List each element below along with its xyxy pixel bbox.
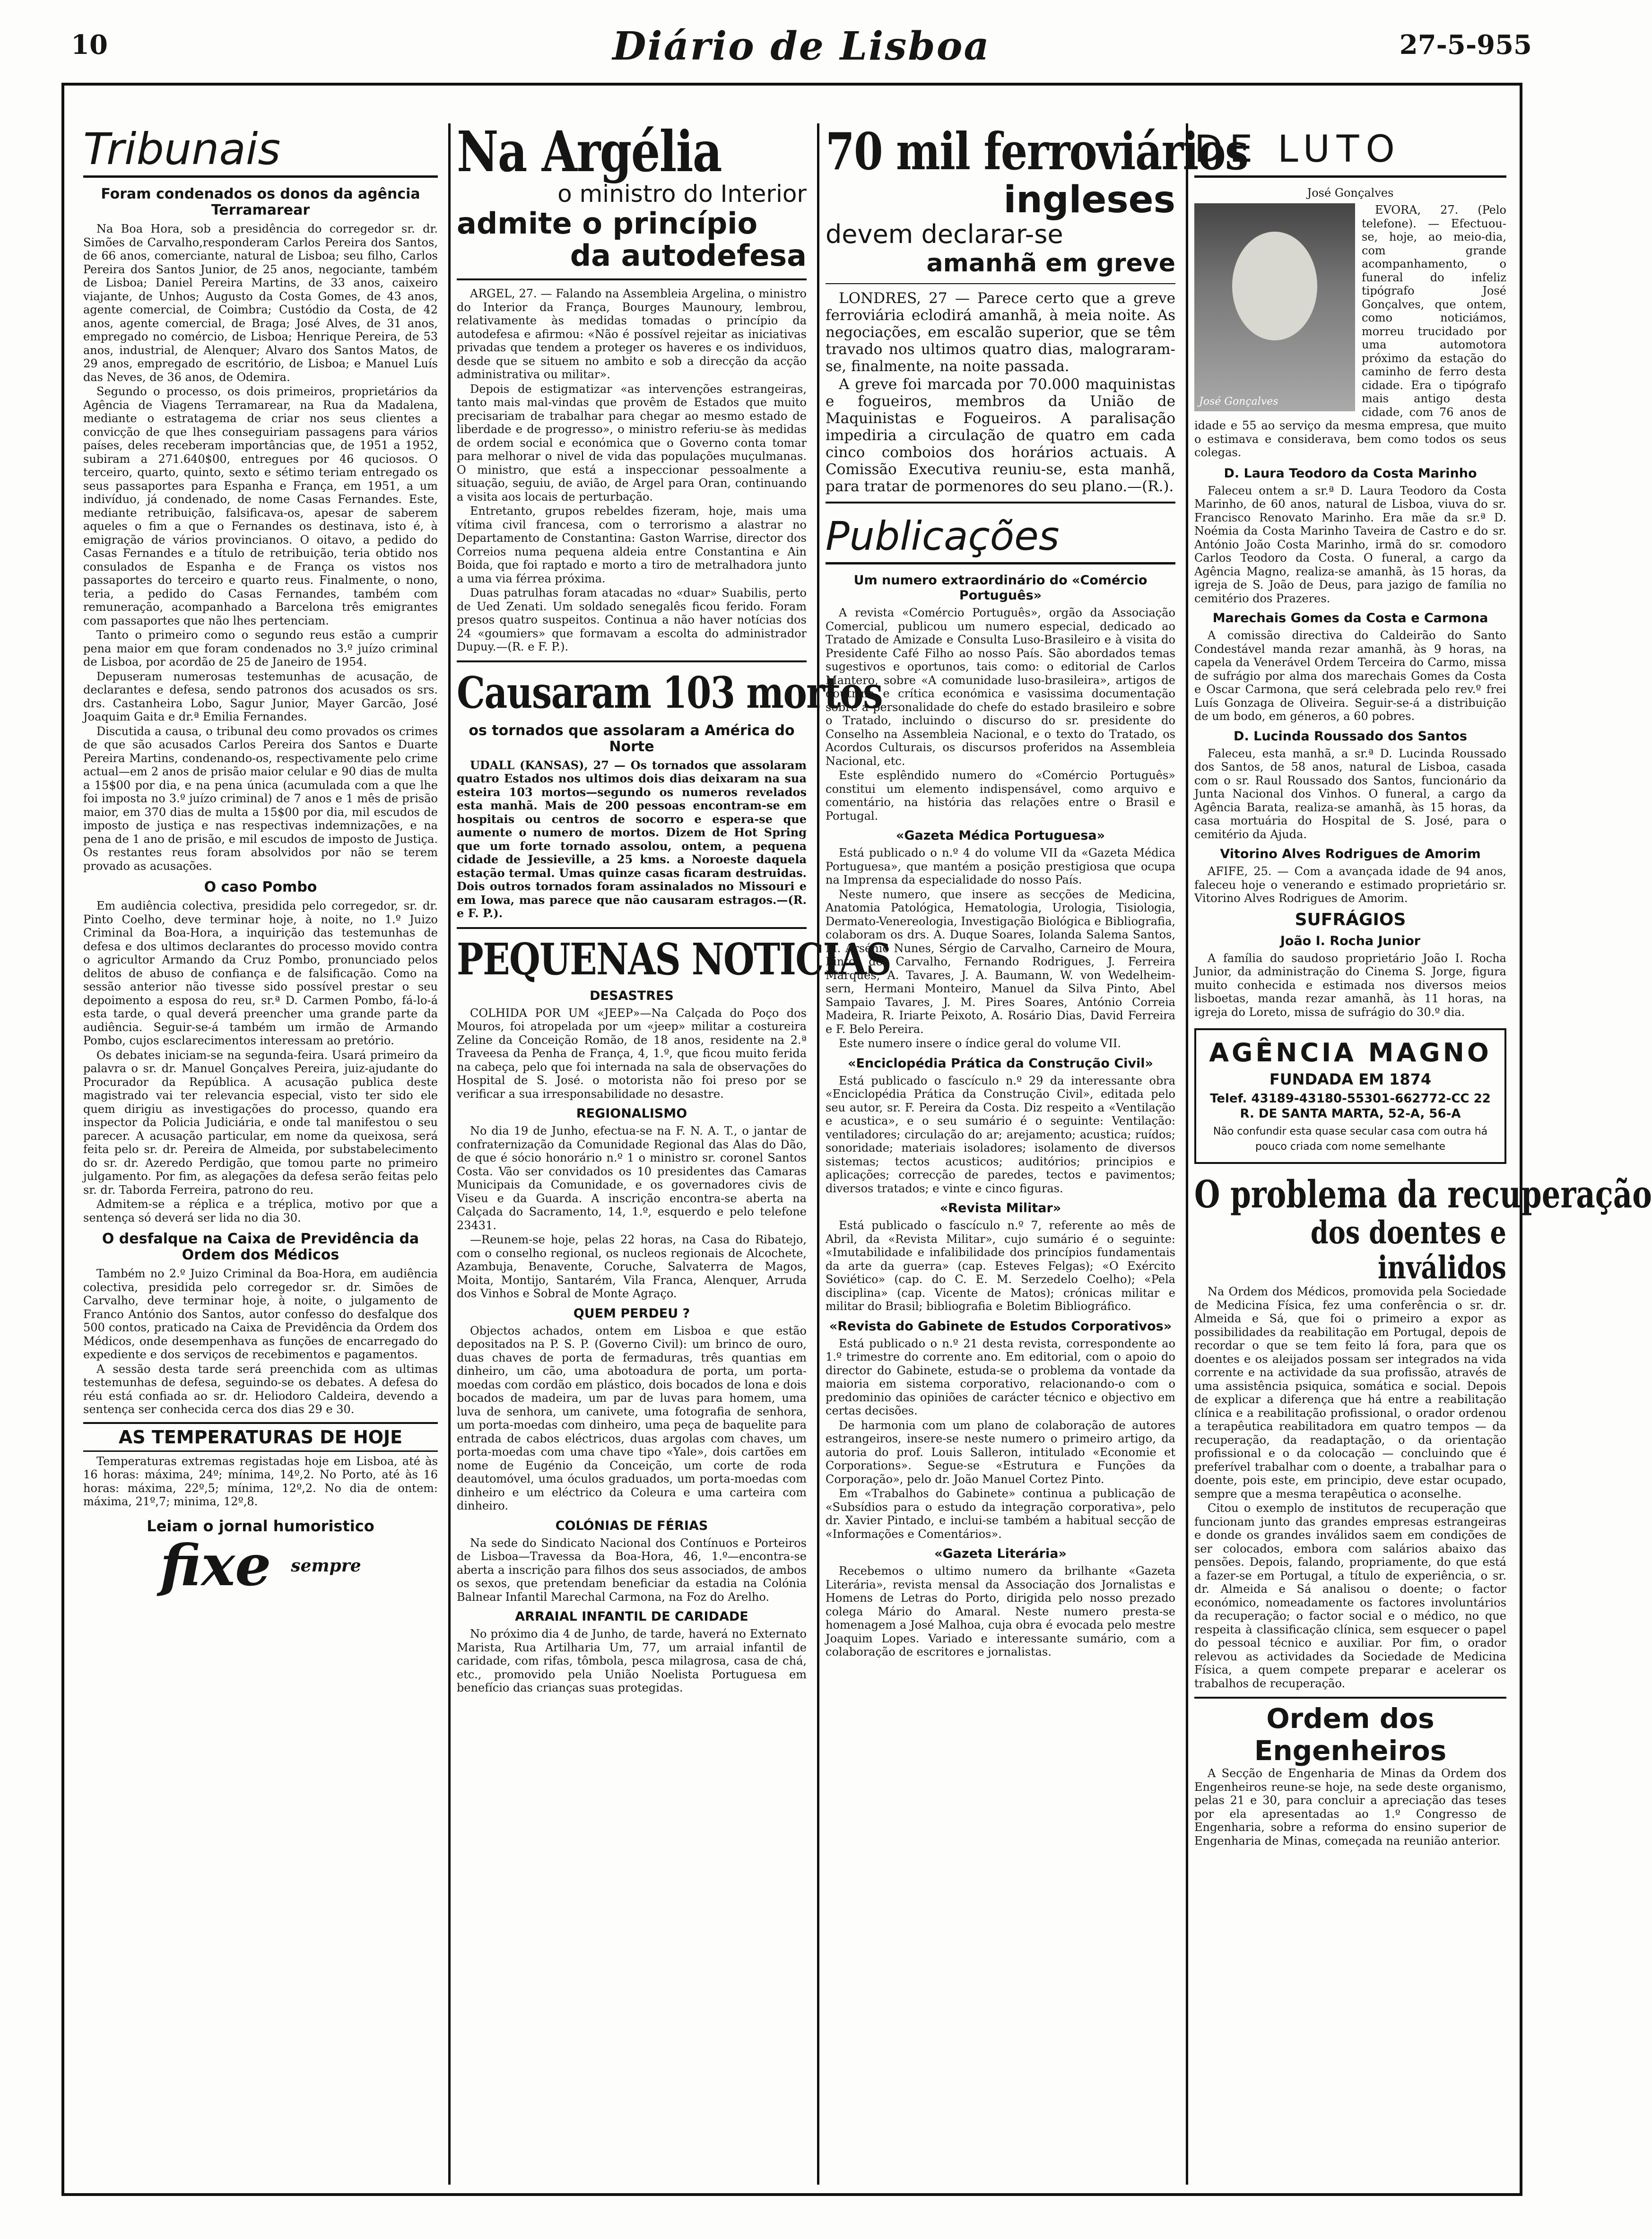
article-paragraph: Faleceu ontem a sr.ª D. Laura Teodoro da Costa Marinho, de 60 anos, natural de Lisboa, viuva do sr. Francisco Renovato Marinho. Era mãe da sr.ª D. Noémia da Costa Marinho Taveira de Castro e do sr. António João Costa Marinho, irmã do sr. comodoro Carlos Teodoro da Costa. O funeral, a cargo da Agência Magno, realiza-se amanhã, às 15 horas, da igreja de S. João de Deus, para jazigo de família no cemitério dos Prazeres. bbox=[1194, 484, 1506, 605]
article-paragraph: Segundo o processo, os dois primeiros, proprietários da Agência de Viagens Terramarear, na Rua da Madalena, mediante o estratagema de criar nos seus clientes a convicção de que lhes conseguiriam passagens para vários países, deles receberam importâncias que, de 1951 a 1952, subiram a 271.640$00, entregues por 46 quciosos. O terceiro, quarto, quinto, sexto e sétimo teriam entregado os seus passaportes para Espanha e França, em 1951, a um indivíduo, já condenado, de nome Casas Fernandes. Este, mediante retribuição, falsificava-os, apesar de saberem aqueles o fim a que o Fernandes os destinava, isto é, à emigração de vários provincianos. O oitavo, a pedido do Casas Fernandes e a título de retribuição, teria obtido nos consulados de Espanha e de França os vistos nos passaportes do terceiro e quarto reus. Finalmente, o nono, teria, a pedido do Casas Fernandes, também com remuneração, acompanhado a Barcelona três emigrantes com passaportes que não lhes pertenciam. bbox=[83, 385, 438, 627]
article-paragraph: Está publicado o n.º 4 do volume VII da «Gazeta Médica Portuguesa», que mantém a posição prestigiosa que ocupa na Imprensa da especialidade do nosso País. bbox=[826, 846, 1175, 886]
divider bbox=[826, 283, 1175, 284]
column-argelia bbox=[457, 119, 891, 2189]
subhead: QUEM PERDEU ? bbox=[573, 1306, 690, 1321]
article-paragraph: No próximo dia 4 de Junho, de tarde, haverá no Externato Marista, Rua Artilharia Um, 77, um arraial infantil de caridade, com rifas, tômbola, pesca milagrosa, casa de chá, etc., promovido pela União Noelista Portuguesa em benefício das crianças suas protegidas. bbox=[457, 1627, 807, 1694]
article-paragraph: A greve foi marcada por 70.000 maquinistas e fogueiros, membros da União de Maquinistas e Fogueiros. A paralisação impediria a circulação de quatro em cada cinco comboios dos horários actuais. A Comissão Executiva reuniu-se, esta manhã, para tratar de pormenores do seu plano.—(R.). bbox=[826, 376, 1175, 495]
obituary-headline: Vitorino Alves Rodrigues de Amorim bbox=[1220, 847, 1481, 861]
headline-line: ingleses bbox=[1003, 179, 1175, 221]
article-paragraph: Está publicado o n.º 21 desta revista, correspondente ao 1.º trimestre do corrente ano. Em editorial, com o apoio do director do Gabinete, estuda-se o problema da vontade da maioria em sistema corporativo, relacionando-o com o predominio das opiniões de carácter técnico e objectivo em certas decisões. bbox=[826, 1336, 1175, 1417]
article-paragraph: ARGEL, 27. — Falando na Assembleia Argelina, o ministro do Interior da França, Bourges Maunoury, lembrou, relativamente às medidas tomadas o princípio da autodefesa e afirmou: «Não é possível rejeitar as iniciativas privadas que tendem a proteger os haveres e os individuos, desde que se situem no ambito e sob a direcção da acção administrativa ou militar». bbox=[457, 287, 807, 381]
page-frame bbox=[61, 83, 1652, 2196]
fixe-logo bbox=[83, 1532, 438, 1599]
article-paragraph: —Reunem-se hoje, pelas 22 horas, na Casa do Ribatejo, com o conselho regional, os nucleos regionais de Alcochete, Azambuja, Benavente, Coruche, Salvaterra de Magos, Moita, Montijo, Santarém, Vila Franca, Alenquer, Arruda dos Vinhos e Sobral de Monte Agraço. bbox=[457, 1233, 807, 1300]
headline-argelia: Na Argélia bbox=[457, 119, 722, 184]
headline-engenheiros: Ordem dos Engenheiros bbox=[1194, 1697, 1506, 1767]
article-paragraph: Este numero insere o índice geral do volume VII. bbox=[839, 1037, 1121, 1050]
obituary-name: José Gonçalves bbox=[1307, 186, 1394, 200]
headline-ferroviarios: 70 mil ferroviários bbox=[826, 122, 1248, 182]
obituary-headline: D. Lucinda Roussado dos Santos bbox=[1234, 729, 1467, 744]
headline-pequenas-noticias: PEQUENAS NOTICIAS bbox=[457, 933, 891, 985]
article-paragraph: Em audiência colectiva, presidida pelo corregedor, sr. dr. Pinto Coelho, deve terminar hoje, à noite, no 1.º Juizo Criminal da Boa-Hora, a inquirição das testemunhas de defesa e dos ultimos declarantes do processo movido contra o agricultor Armando da Cruz Pombo, pronunciado pelos delitos de abuso de confiança e de falsificação. Como na sessão anterior não tivesse sido possível prestar o seu depoimento a esposa do reu, sr.ª D. Carmen Pombo, fá-lo-á esta tarde, o qual deverá preencher uma grande parte da audiência. Seguir-se-á também um irmão de Armando Pombo, cujos esclarecimentos interessam ao pretório. bbox=[83, 899, 438, 1047]
ad-phones: Telef. 43189-43180-55301-662772-CC 22 bbox=[1210, 1092, 1491, 1106]
divider bbox=[457, 660, 807, 662]
advert-line: Leiam o jornal humoristico bbox=[147, 1517, 374, 1535]
temperatures-text: Temperaturas extremas registadas hoje em Lisboa, até às 16 horas: máxima, 24º; mínima, 14º,2. No Porto, até às 16 horas: máxima, 22º,5; mínima, 12º,2. No dia de ontem: máxima, 21º,7; minima, 12º,8. bbox=[83, 1454, 438, 1508]
column-divider bbox=[448, 123, 451, 2185]
article-paragraph: Entretanto, grupos rebeldes fizeram, hoje, mais uma vítima civil francesa, com o terrorismo a alastrar no Departamento de Constantina: Gaston Warrise, director dos Correios numa pequena aldeia entre Constantina e Ain Boida, que foi raptado e morto a tiro de metralhadora junto a uma via férrea próxima. bbox=[457, 504, 807, 585]
headline-line: devem declarar-se bbox=[826, 219, 1063, 249]
divider bbox=[457, 278, 807, 280]
headline-line: amanhã em greve bbox=[926, 249, 1175, 278]
subhead: ARRAIAL INFANTIL DE CARIDADE bbox=[515, 1609, 748, 1624]
article-paragraph: Também no 2.º Juizo Criminal da Boa-Hora, em audiência colectiva, presidida pelo corregedor sr. dr. Simões de Carvalho, deve terminar hoje, à noite, o julgamento de Franco António dos Santos, autor confesso do desfalque dos 500 contos, praticado na Caixa de Previdência da Ordem dos Médicos, onde desempenhava as funções de encarregado do expediente e dos serviços de recebimentos e pagamentos. bbox=[83, 1267, 438, 1361]
article-headline: O caso Pombo bbox=[204, 879, 317, 895]
article-paragraph: Duas patrulhas foram atacadas no «duar» Suabilis, perto de Ued Zenati. Um soldado senegalês ficou ferido. Foram presos quatro suspeitos. Continua a não haver notícias dos 24 «goumiers» que formavam a escolta do administrador Dupuy.—(R. e F. P.). bbox=[457, 586, 807, 653]
article-paragraph: Faleceu, esta manhã, a sr.ª D. Lucinda Roussado dos Santos, de 58 anos, natural de Lisboa, casada com o sr. Raul Roussado dos Santos, funcionário da Junta Nacional dos Vinhos. O funeral, a cargo da Agência Barata, realiza-se amanhã, às 15 horas, da casa mortuária do Hospital de S. José, para o cemitério da Ajuda. bbox=[1194, 746, 1506, 841]
article-paragraph: Na Ordem dos Médicos, promovida pela Sociedade de Medicina Física, fez uma conferência o sr. dr. Almeida e Sá, que foi o primeiro a expor as possibilidades da reabilitação em Portugal, depois de recordar o que se tem feito lá fora, para que os doentes e os aleijados possam ser integrados na vida corrente e na actividade da sua profissão, através de uma assistência psiquica, somática e social. Depois de explicar a diferença que há entre a reabilitação clínica e a reabilitação profissional, o orador ordenou a terapêutica reabilitadora em quatro tempos — da recuperação, da readaptação, o da orientação profissional e o da colocação — concluindo que é preferível trabalhar com o doente, a trabalhar para o doente, pois este, em principio, deve estar ocupado, sempre que a mesma terapêutica o aconselhe. bbox=[1194, 1285, 1506, 1501]
obituary-headline: D. Laura Teodoro da Costa Marinho bbox=[1224, 466, 1477, 481]
article-headline: «Gazeta Literária» bbox=[934, 1546, 1067, 1561]
headline-sub: os tornados que assolaram a América do Norte bbox=[469, 722, 795, 755]
article-paragraph: Está publicado o fascículo n.º 7, referente ao mês de Abril, da «Revista Militar», cujo sumário é o seguinte: «Imutabilidade e infalibilidade dos princípios fundamentais da arte da guerra» (cap. Esteves Felgas); «O Exército Soviético» (cap. do C. E. M. Serzedelo Coelho); «Pela disciplina» (cap. Vicente de Matos); crónicas militar e militar do Brasil; bibliografia e Boletim Bibliográfico. bbox=[826, 1219, 1175, 1313]
divider bbox=[457, 927, 807, 929]
article-paragraph: Depuseram numerosas testemunhas de acusação, de declarantes e defesa, sendo patronos dos acusados os srs. drs. Castanheira Lobo, Sagur Junior, Mayer Garcão, José Joaquim Gaita e dr.ª Emilia Fernandes. bbox=[83, 669, 438, 723]
section-title-publicacoes: Publicações bbox=[826, 510, 1175, 564]
article-paragraph: A sessão desta tarde será preenchida com as ultimas testemunhas de defesa, seguindo-se os debates. A defesa do réu está confiada ao sr. dr. Heliodoro Caldeira, devendo a sentença ser conhecida cerca dos dias 29 e 30. bbox=[83, 1362, 438, 1416]
portrait-photo bbox=[1194, 203, 1355, 411]
subhead: DESASTRES bbox=[590, 988, 674, 1003]
issue-date: 27-5-955 bbox=[1399, 29, 1532, 61]
fixe-brand: fixe bbox=[160, 1532, 271, 1599]
article-paragraph: A Secção de Engenharia de Minas da Ordem dos Engenheiros reune-se hoje, na sede deste organismo, pelas 21 e 30, para concluir a apreciação das teses por ela apresentadas ao 1.º Congresso de Engenharia, sobre a reforma do ensino superior de Engenharia de Minas, começada na reunião anterior. bbox=[1194, 1767, 1506, 1848]
headline-tornados: Causaram 103 mortos bbox=[457, 667, 882, 718]
agencia-magno-ad bbox=[1194, 1028, 1506, 1164]
article-headline: «Revista Militar» bbox=[939, 1201, 1061, 1215]
article-paragraph: Objectos achados, ontem em Lisboa e que estão depositados na P. S. P. (Governo Civil): um brinco de ouro, duas chaves de porta de fermaduras, três quantias em dinheiro, um cão, uma abotoadura de porta, um porta-moedas com cordão em plástico, dois bocados de lona e dois bocados de madeira, um par de luvas para homem, uma luva de senhora, um canivete, uma fotografia de senhora, um porta-moedas com dinheiro, uma peça de baquelite para entrada de cabos eléctricos, duas argolas com chaves, um porta-moedas com uma chave tipo «Yale», dois cartões em nome de Eugénio da Conceição, um corte de roda deautomóvel, uma óculos graduados, um porta-moedas com dinheiro e um eléctrico da Coleura e uma carteira com dinheiro. bbox=[457, 1324, 807, 1512]
article-headline: «Revista do Gabinete de Estudos Corporativos» bbox=[829, 1319, 1172, 1334]
masthead bbox=[71, 19, 1532, 71]
fixe-tagline: sempre bbox=[291, 1555, 361, 1576]
article-paragraph: Este esplêndido numero do «Comércio Português» constitui um elemento indispensável, como arquivo e comentário, na história das relações entre o Brasil e Portugal. bbox=[826, 769, 1175, 823]
headline-recuperacao-sub: dos doentes e inválidos bbox=[1310, 1214, 1506, 1286]
article-headline: O desfalque na Caixa de Previdência da Ordem dos Médicos bbox=[102, 1231, 419, 1263]
page-number: 10 bbox=[71, 29, 108, 61]
portrait-face bbox=[1232, 232, 1317, 340]
subhead: COLÓNIAS DE FÉRIAS bbox=[555, 1518, 708, 1533]
article-paragraph: Está publicado o fascículo n.º 29 da interessante obra «Enciclopédia Prática da Construção Civil», editada pelo seu autor, sr. F. Pereira da Costa. Diz respeito a «Ventilação e acustica», e o seu sumário é o seguinte: Ventilação: ventiladores; circulação do ar; arejamento; acustica; ruídos; sonoridade; materiais isoladores; isolamento de diversos sistemas; tectos acusticos; auditórios; principios e aplicações; correcção de paredes, tectos e pavimentos; diversos tratados; e vinte e cinco figuras. bbox=[826, 1074, 1175, 1195]
subhead: REGIONALISMO bbox=[576, 1106, 687, 1121]
divider bbox=[826, 502, 1175, 503]
newspaper-title: Diário de Lisboa bbox=[612, 24, 991, 69]
article-paragraph: Citou o exemplo de institutos de recuperação que funcionam junto das grandes empresas estrangeiras e donde os grandes inválidos saem em condições de ser colocados, embora com salários abaixo das pensões. Depois, falando, propriamente, do que está a fazer-se em Portugal, a título de experiência, o sr. dr. Almeida e Sá analisou o doente; o factor económico, nomeadamente os factores involuntários da recuperação; o factor social e o médico, no que respeita à classificação clínica, sem esquecer o papel do pessoal técnico e auxiliar. Por fim, o orador relevou as actividades da Sociedade de Medicina Física, a quem compete preparar e acelerar os trabalhos de recuperação. bbox=[1194, 1501, 1506, 1690]
article-headline: «Enciclopédia Prática da Construção Civil» bbox=[848, 1056, 1153, 1071]
ad-name: AGÊNCIA MAGNO bbox=[1209, 1038, 1492, 1067]
article-paragraph: Na sede do Sindicato Nacional dos Contínuos e Porteiros de Lisboa—Travessa da Boa-Hora, 46, 1.º—encontra-se aberta a inscrição para filhos dos seus associados, de ambos os sexos, que pretendam beneficiar da estadia na Colónia Balnear Infantil Marechal Carmona, na Foz do Arelho. bbox=[457, 1536, 807, 1604]
temperatures-headline: AS TEMPERATURAS DE HOJE bbox=[83, 1422, 438, 1452]
obituary-headline: João I. Rocha Junior bbox=[1280, 933, 1421, 948]
article-headline: «Gazeta Médica Portuguesa» bbox=[896, 828, 1105, 843]
headline-line: admite o princípio bbox=[457, 206, 758, 241]
article-paragraph: AFIFE, 25. — Com a avançada idade de 94 anos, faleceu hoje o venerando e estimado proprietário sr. Vitorino Alves Rodrigues de Amorim. bbox=[1194, 865, 1506, 905]
article-headline: Um numero extraordinário do «Comércio Português» bbox=[853, 573, 1148, 603]
article-headline: Foram condenados os donos da agência Terramarear bbox=[101, 186, 420, 218]
article-paragraph: Em «Trabalhos do Gabinete» continua a publicação de «Subsídios para o estudo da integração corporativa», pelo dr. Xavier Pintado, e inclui-se também a habitual secção de «Informações e Comentários». bbox=[826, 1487, 1175, 1541]
article-paragraph: Os debates iniciam-se na segunda-feira. Usará primeiro da palavra o sr. dr. Manuel Gonçalves Pereira, juiz-ajudante do Procurador da República. A acusação publica deste magistrado vai ter relevancia especial, visto ter sido ele quem dirigiu as investigações do processo, quando era inspector da Policia Judiciária, e onde tal manifestou o seu parecer. A acusação particular, em nome da queixosa, será feita pelo sr. dr. Pereira de Almeida, por substabelecimento do sr. dr. Azeredo Perdigão, que tomou parte no primeiro julgamento. Por fim, as alegações da defesa serão feitas pelo sr. dr. Taborda Ferreira, patrono do reu. bbox=[83, 1048, 438, 1197]
section-title-tribunais: Tribunais bbox=[83, 123, 438, 178]
ad-address: R. DE SANTA MARTA, 52-A, 56-A bbox=[1240, 1107, 1461, 1121]
headline-kicker: o ministro do Interior bbox=[557, 180, 807, 208]
article-paragraph: A revista «Comércio Português», orgão da Associação Comercial, publicou um numero especial, dedicado ao Tratado de Amizade e Consulta Luso-Brasileiro e à visita do Presidente Café Filho ao nosso País. São abordados temas sugestivos e oportunos, tais como: o editorial de Carlos Mantero, sobre «A comunidade luso-brasileira», artigos de doutrina e crítica económica e vasissima documentação sobre a personalidade do chefe do estado brasileiro e sobre o Tratado, incluindo o discurso do sr. presidente do Conselho na Assembleia Nacional, e o texto do Tratado, os Acordos Culturais, os discursos proferidos na Assembleia Nacional, etc. bbox=[826, 606, 1175, 768]
article-paragraph: Discutida a causa, o tribunal deu como provados os crimes de que são acusados Carlos Pereira dos Santos e Duarte Pereira Martins, condenando-os, respectivamente pelo crime actual—em 2 anos de prisão maior celular e 90 dias de multa a 15$00 por dia, e na pena única (acumulada com a que lhe foi imposta no 3.º juízo criminal) de 7 anos e 1 mês de prisão maior, em 370 dias de multa a 15$00 por dia, mil escudos de imposto de justiça e nas respectivas indemnizações, e na pena de 1 ano de prisão, e mil escudos de imposto de Justiça. Os restantes reus foram absolvidos por não se terem provado as acusações. bbox=[83, 724, 438, 873]
article-paragraph: EVORA, 27. (Pelo telefone). — Efectuou-se, hoje, ao meio-dia, com grande acompanhamento, o funeral do infeliz tipógrafo José Gonçalves, que ontem, como noticiámos, morreu trucidado por uma automotora próximo da estação do caminho de ferro desta cidade. Era o tipógrafo mais antigo desta cidade, com 76 anos de idade e 55 ao serviço da mesma empresa, que muito o estimava e considerava, bem como todos os seus colegas. bbox=[1194, 203, 1506, 459]
ad-note: Não confundir esta quase secular casa com outra há pouco criada com nome semelhante bbox=[1213, 1126, 1488, 1153]
ad-founded: FUNDADA EM 1874 bbox=[1269, 1070, 1432, 1088]
article-paragraph: No dia 19 de Junho, efectua-se na F. N. A. T., o jantar de confraternização da Comunidade Regional das Alas do Dão, de que é sócio honorário n.º 1 o ministro sr. coronel Santos Costa. Vão ser convidados os 10 presidentes das Camaras Municipais da Comunidade, e os governadores civis de Viseu e da Guarda. A inscrição encontra-se aberta na Calçada do Sacramento, 14, 1.º, esquerdo e pelo telefone 23431. bbox=[457, 1124, 807, 1232]
headline-recuperacao: O problema da recuperação bbox=[1194, 1172, 1652, 1216]
article-paragraph: Depois de estigmatizar «as intervenções estrangeiras, tanto mais mal-vindas que provêm de Estados que muito precisariam de trabalhar para chegar ao mesmo estado de liberdade e de progresso», o ministro referiu-se às medidas de ordem social e económica que o Governo conta tomar para melhorar o nivel de vida das populações muçulmanas. O ministro, que está a inspeccionar pessoalmente a situação, seguiu, de avião, de Argel para Oran, continuando a visita aos locais de perturbação. bbox=[457, 382, 807, 503]
article-paragraph: De harmonia com um plano de colaboração de autores estrangeiros, insere-se neste numero o primeiro artigo, da autoria do prof. Louis Salleron, intitulado «Economie et Corporations». Segue-se «Estrutura e Funções da Corporação», pelo dr. João Manuel Cortez Pinto. bbox=[826, 1418, 1175, 1486]
column-divider bbox=[817, 123, 819, 2185]
obituary-headline: Marechais Gomes da Costa e Carmona bbox=[1212, 611, 1488, 625]
photo-caption: José Gonçalves bbox=[1199, 396, 1278, 408]
section-title-de-luto: DE LUTO bbox=[1194, 123, 1506, 178]
column-divider bbox=[1186, 123, 1188, 2185]
article-paragraph: A comissão directiva do Caldeirão do Santo Condestável manda rezar amanhã, às 9 horas, na capela da Venerável Ordem Terceira do Carmo, missa de sufrágio por alma dos marechais Gomes da Costa e Oscar Carmona, que será celebrada pelo rev.º frei Luís Gonzaga de Oliveira. Seguir-se-á a distribuição de um bodo, em géneros, a 60 pobres. bbox=[1194, 629, 1506, 723]
article-paragraph: Recebemos o ultimo numero da brilhante «Gazeta Literária», revista mensal da Associação dos Jornalistas e Homens de Letras do Porto, dirigida pelo nosso prezado colega Mário do Amaral. Neste numero presta-se homenagem a José Malhoa, cuja obra é evocada pelo mestre Joaquim Lopes. Variado e interessante sumário, com a colaboração de escritores e jornalistas. bbox=[826, 1564, 1175, 1658]
article-paragraph: COLHIDA POR UM «JEEP»—Na Calçada do Poço dos Mouros, foi atropelada por um «jeep» militar a costureira Zeline da Conceição Romão, de 18 anos, residente na 2.ª Traveesa da Penha de França, 4, 1.º, que ficou muito ferida na cabeça, pelo que foi internada na sala de observações do Hospital de S. José. o motorista não foi preso por se verificar a sua irresponsabilidade no desastre. bbox=[457, 1006, 807, 1101]
article-paragraph: LONDRES, 27 — Parece certo que a greve ferroviária eclodirá amanhã, à meia noite. As negociações, em escalão superior, que se têm travado nos ultimos quatro dias, malograram-se, finalmente, na noite passada. bbox=[826, 290, 1175, 375]
column-de-luto bbox=[1194, 123, 1652, 2189]
sufragios-heading: SUFRÁGIOS bbox=[1295, 910, 1406, 929]
article-paragraph: Tanto o primeiro como o segundo reus estão a cumprir pena maior em que foram condenados no 3.º juízo criminal de Lisboa, por acordão de 25 de Janeiro de 1954. bbox=[83, 628, 438, 668]
column-tribunais bbox=[83, 123, 438, 2189]
article-paragraph: Neste numero, que insere as secções de Medicina, Anatomia Patológica, Hematologia, Urologia, Tisiologia, Dermato-Venereologia, Investigação Biológica e Bibliografia, colaboram os drs. A. Duque Soares, Iolanda Salema Santos, M. Arsénio Nunes, Sérgio de Carvalho, Carneiro de Moura, Pinto de Carvalho, Fernando Rodrigues, J. Ferreira Marques, A. Tavares, J. A. Baumann, W. von Wedelheim-sern, Hermani Monteiro, Manuel da Silva Pinto, Abel Sampaio Tavares, J. M. Pires Soares, António Correia Madeira, R. Iriarte Peixoto, A. Rosário Dias, David Ferreira e F. Belo Pereira. bbox=[826, 887, 1175, 1036]
article-paragraph: Na Boa Hora, sob a presidência do corregedor sr. dr. Simões de Carvalho,responderam Carlos Pereira dos Santos, de 66 anos, comerciante, natural de Lisboa; seu filho, Carlos Pereira dos Santos Junior, de 25 anos, negociante, também de Lisboa; Daniel Pereira Martins, de 33 anos, caixeiro viajante, de Unhos; Augusto da Costa Gomes, de 43 anos, agente comercial, de Coimbra; Custódio da Costa, de 42 anos, agente comercial, de Braga; José Alves, de 31 anos, empregado no comércio, de Lisboa; Henrique Pereira, de 53 anos, industrial, de Alenquer; Alvaro dos Santos Matos, de 29 anos, empregado de escritório, de Lisboa; e Manuel Luís das Neves, de 36 anos, de Odemira. bbox=[83, 222, 438, 384]
article-paragraph: A família do saudoso proprietário João I. Rocha Junior, da administração do Cinema S. Jorge, figura muito conhecida e estimada nos diversos meios lisboetas, manda rezar amanhã, às 11 horas, na igreja do Loreto, missa de sufrágio do 30.º dia. bbox=[1194, 951, 1506, 1019]
headline-line: da autodefesa bbox=[570, 238, 807, 273]
article-paragraph: Admitem-se a réplica e a tréplica, motivo por que a sentença só deverá ser lida no dia 30. bbox=[83, 1198, 438, 1224]
article-paragraph: UDALL (KANSAS), 27 — Os tornados que assolaram quatro Estados nos ultimos dois dias deixaram na sua esteira 103 mortos—segundo os numeros revelados esta manhã. Mais de 200 pessoas encontram-se em hospitais ou centros de socorro e espera-se que aumente o numero de mortos. Dizem de Hot Spring que um forte tornado assolou, ontem, a pequena cidade de Jessieville, a 25 kms. a Noroeste daquela estação termal. Umas quinze casas ficaram destruidas. Dois outros tornados foram assinalados no Missouri e em Iowa, mas parece que não causaram estragos.—(R. e F. P.). bbox=[457, 758, 807, 920]
